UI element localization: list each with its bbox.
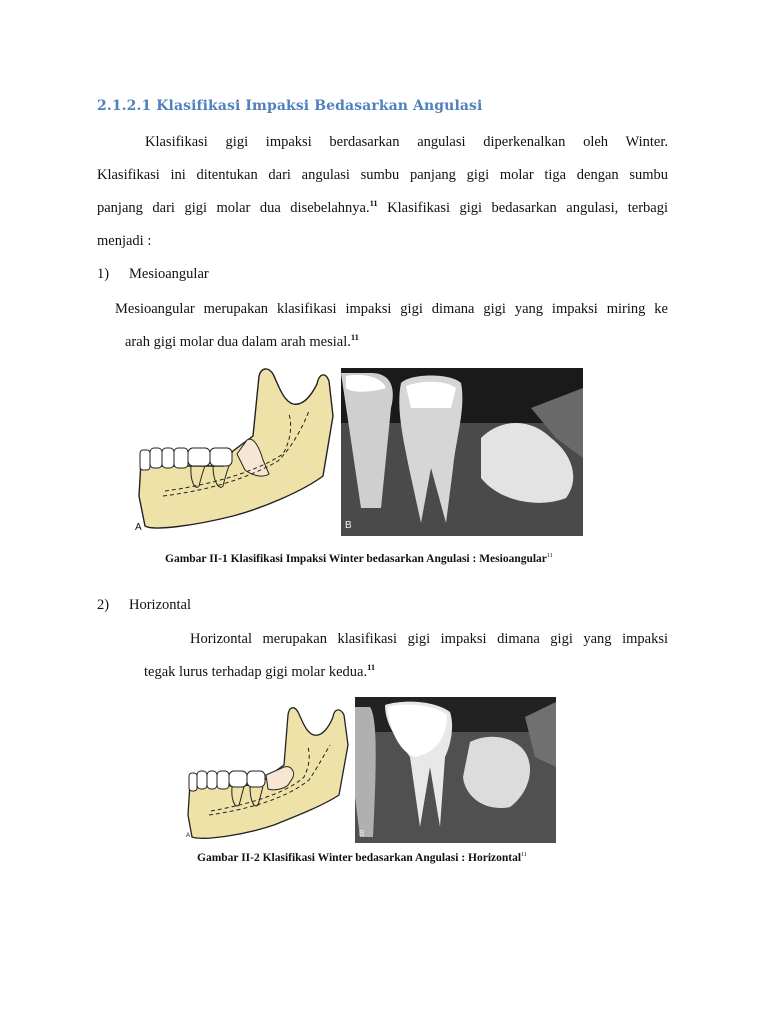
panel-label-b: B: [359, 829, 365, 838]
list-item-number-2: 2): [97, 597, 110, 613]
intro-text-3b: Klasifikasi gigi bedasarkan angulasi, terbagi: [377, 200, 668, 216]
item-1-desc-line-1: [115, 293, 668, 326]
panel-label-a: A: [186, 833, 191, 839]
item-2-desc-line-1: [190, 623, 668, 656]
item-2-desc-line-2: [144, 656, 375, 689]
panel-label-a: A: [135, 522, 142, 533]
figure-2-caption-text: Gambar II-2 Klasifikasi Winter bedasarkan Angulasi : Horizontal: [197, 852, 522, 864]
intro-line-2: [97, 159, 668, 192]
figure-1-caption: [165, 553, 553, 565]
list-item-number-1: 1): [97, 266, 110, 282]
item-1-desc-text-2: arah gigi molar dua dalam arah mesial.: [125, 334, 351, 350]
figure-horizontal: [184, 697, 556, 845]
mandible-illustration-a: [133, 366, 338, 538]
figure-1-caption-text: Gambar II-1 Klasifikasi Impaksi Winter bedasarkan Angulasi : Mesioangular: [165, 553, 547, 565]
item-2-desc-text-2: tegak lurus terhadap gigi molar kedua.: [144, 664, 368, 680]
radiograph-image-icon: [341, 368, 583, 536]
intro-line-1: [145, 126, 668, 159]
citation-superscript: 11: [521, 852, 527, 859]
intro-line-4: [97, 225, 668, 258]
section-heading: 2.1.2.1 Klasifikasi Impaksi Bedasarkan Angulasi: [97, 98, 483, 114]
figure-2-caption: [197, 852, 527, 864]
mandible-drawing-icon: [133, 366, 338, 538]
item-1-desc-line-2: [125, 326, 359, 359]
panel-label-b: B: [345, 520, 352, 531]
radiograph-image-icon: [355, 697, 556, 843]
mandible-illustration-a: [184, 705, 352, 845]
intro-text-3a: panjang dari gigi molar dua disebelahnya.: [97, 200, 370, 216]
item-2-desc-text-1: Horizontal merupakan klasifikasi gigi impaksi dimana gigi yang impaksi: [190, 631, 668, 647]
list-item-title-1: Mesioangular: [129, 266, 209, 282]
item-1-desc-text-1: Mesioangular merupakan klasifikasi impaksi gigi dimana gigi yang impaksi miring ke: [115, 301, 668, 317]
citation-superscript: 11: [367, 662, 376, 673]
list-item-title-2: Horizontal: [129, 597, 192, 613]
intro-line-3: [97, 192, 668, 225]
figure-mesioangular: [133, 366, 583, 538]
mandible-drawing-icon: [184, 705, 352, 845]
radiograph-b: [341, 368, 583, 536]
intro-text-4: menjadi :: [97, 233, 152, 249]
radiograph-b: [355, 697, 556, 843]
intro-text-2: Klasifikasi ini ditentukan dari angulasi sumbu panjang gigi molar tiga dengan sumbu: [97, 167, 668, 183]
citation-superscript: 11: [546, 553, 553, 560]
intro-text-1: Klasifikasi gigi impaksi berdasarkan angulasi diperkenalkan oleh Winter.: [145, 134, 668, 150]
citation-superscript: 11: [369, 198, 378, 209]
citation-superscript: 11: [350, 332, 359, 343]
